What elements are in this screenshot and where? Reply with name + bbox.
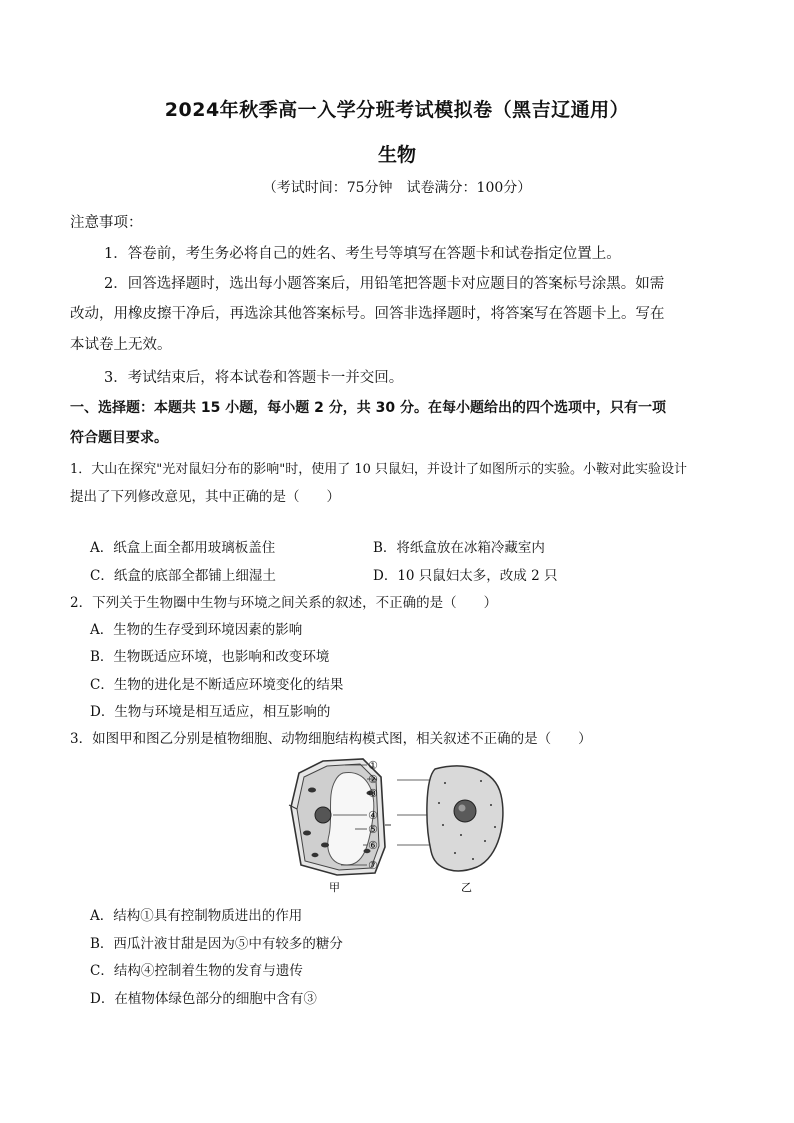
animal-cell [427, 766, 503, 871]
subject-title: 生物 [377, 144, 416, 166]
note-item-3: 3．考试结束后，将本试卷和答题卡一并交回。 [104, 370, 404, 386]
q1-stem-line-1: 1．大山在探究"光对鼠妇分布的影响"时，使用了 10 只鼠妇，并设计了如图所示的实验。小鞍对此实验设计 [70, 462, 688, 477]
q2-option-c: C．生物的进化是不断适应环境变化的结果 [90, 677, 344, 693]
q3-option-c: C．结构④控制着生物的发育与遗传 [90, 963, 303, 979]
q3-option-a: A．结构①具有控制物质进出的作用 [90, 908, 303, 924]
q1-option-b: B．将纸盒放在冰箱冷藏室内 [373, 540, 545, 556]
q1-option-c: C．纸盒的底部全都铺上细湿土 [90, 568, 276, 584]
notes-heading: 注意事项： [70, 215, 143, 231]
q3-option-d: D．在植物体绿色部分的细胞中含有③ [90, 991, 317, 1007]
note-item-2-line-1: 2．回答选择题时，选出每小题答案后，用铅笔把答题卡对应题目的答案标号涂黑。如需 [104, 276, 665, 292]
q2-option-d: D．生物与环境是相互适应，相互影响的 [90, 704, 331, 720]
note-item-2-line-2: 改动，用橡皮擦干净后，再选涂其他答案标号。回答非选择题时，将答案写在答题卡上。写在 [70, 306, 665, 322]
label-3: ③ [368, 787, 378, 800]
q2-stem: 2．下列关于生物圈中生物与环境之间关系的叙述，不正确的是（ ） [70, 595, 498, 611]
note-item-1: 1．答卷前，考生务必将自己的姓名、考生号等填写在答题卡和试卷指定位置上。 [104, 246, 621, 262]
caption-jia: 甲 [329, 881, 340, 894]
section-heading-line-2: 符合题目要求。 [70, 430, 168, 446]
q1-stem-line-2: 提出了下列修改意见，其中正确的是（ ） [70, 489, 340, 505]
animal-nucleus [454, 800, 476, 822]
label-2: ② [368, 773, 378, 786]
label-7: ⑦ [368, 859, 378, 872]
label-1: ① [368, 759, 378, 772]
label-5: ⑤ [368, 823, 378, 836]
label-6: ⑥ [368, 839, 378, 852]
exam-title: 2024年秋季高一入学分班考试模拟卷（黑吉辽通用） [164, 99, 630, 121]
q1-option-d: D．10 只鼠妇太多，改成 2 只 [373, 568, 558, 584]
q2-option-a: A．生物的生存受到环境因素的影响 [90, 622, 303, 638]
plant-nucleus [315, 807, 331, 823]
section-heading-line-1: 一、选择题：本题共 15 小题，每小题 2 分，共 30 分。在每小题给出的四个选项中，只有一项 [70, 400, 666, 416]
cell-diagram [285, 755, 525, 895]
caption-yi: 乙 [461, 881, 472, 894]
exam-info: （考试时间：75分钟 试卷满分：100分） [262, 180, 532, 196]
q3-option-b: B．西瓜汁液甘甜是因为⑤中有较多的糖分 [90, 936, 343, 952]
q1-option-a: A．纸盒上面全都用玻璃板盖住 [90, 540, 276, 556]
label-4: ④ [368, 809, 378, 822]
note-item-2-line-3: 本试卷上无效。 [70, 337, 172, 353]
q2-option-b: B．生物既适应环境，也影响和改变环境 [90, 649, 330, 665]
q3-stem: 3．如图甲和图乙分别是植物细胞、动物细胞结构模式图，相关叙述不正确的是（ ） [70, 731, 592, 747]
